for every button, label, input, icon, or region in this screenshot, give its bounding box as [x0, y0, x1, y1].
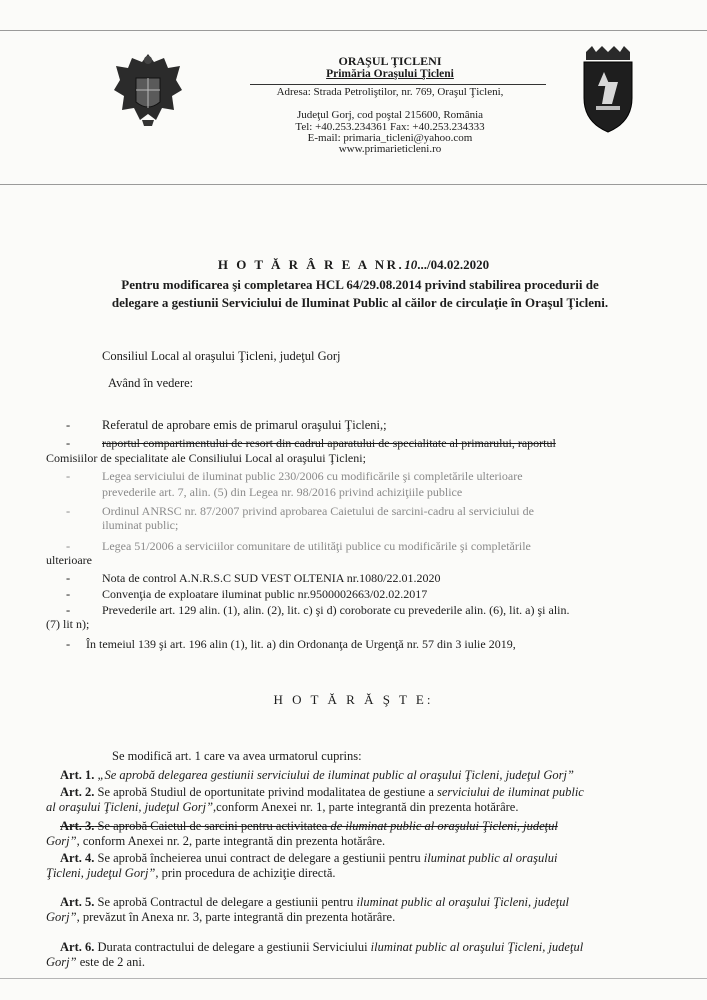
- article-4-text-b: iluminat public al oraşului: [423, 851, 558, 865]
- article-6-line-1: [60, 940, 583, 954]
- article-5-text-a: Se aprobă Contractul de delegare a gestiunii pentru: [97, 895, 357, 909]
- header-tel-fax: Tel: +40.253.234361 Fax: +40.253.234333: [295, 121, 485, 133]
- having-text: Având în vedere:: [108, 376, 194, 390]
- consideration-2-line-2: Comisiilor de specialitate ale Consiliului Local al oraşului Ţicleni;: [46, 451, 366, 465]
- article-4-text-d: , prin procedura de achiziţie directă.: [155, 866, 336, 880]
- consideration-8-line-2: (7) lit n);: [46, 617, 90, 631]
- header-address-1: Adresa: Strada Petroliştilor, nr. 769, Oraşul Ţicleni,: [276, 86, 504, 98]
- article-3-text-a: Se aprobă Caietul de sarcini pentru activitatea: [97, 819, 331, 833]
- consideration-9: În temeiul 139 şi art. 196 alin (1), lit. a) din Ordonanţa de Urgenţă nr. 57 din 3 iulie 2019,: [86, 637, 516, 651]
- header-city: ORAŞUL ŢICLENI: [338, 54, 442, 68]
- decision-number: 10: [404, 257, 418, 272]
- bullet-dash: -: [66, 504, 71, 518]
- consideration-6: Nota de control A.N.R.S.C SUD VEST OLTENIA nr.1080/22.01.2020: [102, 571, 441, 585]
- consideration-4-line-1: Ordinul ANRSC nr. 87/2007 privind aprobarea Caietului de sarcini-cadru al serviciului de: [102, 504, 534, 518]
- bottom-rule: [0, 978, 707, 979]
- article-6-label: Art. 6.: [60, 940, 95, 954]
- article-3-line-2: [46, 834, 385, 848]
- article-2-text-c: al oraşului Ţicleni, judeţul Gorj”: [46, 800, 214, 814]
- article-6-text-d: este de 2 ani.: [76, 955, 145, 969]
- bullet-dash: -: [66, 571, 71, 585]
- decision-title-prefix: H O T Ă R Â R E A NR.: [217, 257, 405, 272]
- decision-subtitle-line-1: Pentru modificarea şi completarea HCL 64/29.08.2014 privind stabilirea procedurii de: [121, 277, 599, 292]
- decision-title: [0, 257, 707, 273]
- bullet-dash: -: [66, 418, 71, 432]
- consideration-2-line-1: raportul compartimentului de resort din cadrul aparatului de specialitate al primarului, raportul: [102, 436, 556, 450]
- article-4-line-1: [60, 851, 557, 865]
- article-4-text-a: Se aprobă încheierea unui contract de delegare a gestiunii pentru: [97, 851, 424, 865]
- article-5-text-c: Gorj”: [46, 910, 77, 924]
- ticleni-coat-of-arms-icon: [580, 42, 636, 136]
- intro-text: Se modifică art. 1 care va avea urmatorul cuprins:: [112, 749, 362, 763]
- article-3-text-b: de iluminat public al oraşului Ţicleni, judeţul: [330, 819, 558, 833]
- article-1: [60, 768, 574, 782]
- article-5-line-1: [60, 895, 569, 909]
- decision-subtitle-line-2: delegare a gestiunii Serviciului de Iluminat Public al căilor de circulaţie în Oraşul Ţicleni.: [111, 295, 609, 310]
- article-3-text-d: , conform Anexei nr. 2, parte integrantă din prezenta hotărâre.: [76, 834, 386, 848]
- consideration-4-line-2: iluminat public;: [102, 518, 179, 532]
- header-divider: [250, 84, 546, 85]
- bullet-dash: -: [66, 469, 71, 483]
- consideration-1: Referatul de aprobare emis de primarul oraşului Ţicleni,;: [102, 418, 387, 432]
- article-2-text-a: Se aprobă Studiul de oportunitate privind modalitatea de gestiune a: [97, 785, 437, 799]
- article-6-text-b: iluminat public al oraşului Ţicleni, judeţul: [370, 940, 584, 954]
- consideration-5-line-2: ulterioare: [46, 553, 92, 567]
- bullet-dash: -: [66, 436, 71, 450]
- article-6-text-c: Gorj”: [46, 955, 77, 969]
- article-6-line-2: [46, 955, 145, 969]
- decision-date: .../04.02.2020: [417, 257, 490, 272]
- bullet-dash: -: [66, 587, 71, 601]
- decides-heading: H O T Ă R Ă Ş T E:: [273, 692, 434, 707]
- article-6-text-a: Durata contractului de delegare a gestiunii Serviciului: [97, 940, 371, 954]
- bullet-dash: -: [66, 637, 71, 651]
- romania-coat-of-arms-icon: [112, 50, 184, 128]
- article-3-line-1: [60, 819, 558, 833]
- article-2-line-2: [46, 800, 518, 814]
- consideration-3-line-1: Legea serviciului de iluminat public 230/2006 cu modificările şi completările ulterioare: [102, 469, 523, 483]
- article-1-text: „Se aprobă delegarea gestiunii serviciului de iluminat public al oraşului Ţicleni, judeţul Gorj”: [97, 768, 574, 782]
- article-2-text-d: ,conform Anexei nr. 1, parte integrantă din prezenta hotărâre.: [213, 800, 519, 814]
- article-3-text-c: Gorj”: [46, 834, 77, 848]
- article-5-text-d: , prevăzut în Anexa nr. 3, parte integrantă din prezenta hotărâre.: [76, 910, 396, 924]
- article-2-line-1: [60, 785, 584, 799]
- header-office: Primăria Oraşului Ţicleni: [326, 68, 454, 80]
- header-address-2: Judeţul Gorj, cod poştal 215600, România: [296, 109, 484, 121]
- header-website: www.primarieticleni.ro: [338, 143, 442, 155]
- article-4-text-c: Ţicleni, judeţul Gorj”: [46, 866, 156, 880]
- article-3-label: Art. 3.: [60, 819, 95, 833]
- consideration-3-line-2: prevederile art. 7, alin. (5) din Legea nr. 98/2016 privind achiziţiile publice: [102, 485, 463, 499]
- article-5-text-b: iluminat public al oraşului Ţicleni, judeţul: [356, 895, 569, 909]
- top-rule: [0, 30, 707, 31]
- bullet-dash: -: [66, 539, 71, 553]
- bullet-dash: -: [66, 603, 71, 617]
- consideration-8-line-1: Prevederile art. 129 alin. (1), alin. (2), lit. c) şi d) coroborate cu prevederile alin. (6), lit. a) şi alin.: [102, 603, 570, 617]
- article-4-line-2: [46, 866, 336, 880]
- consideration-5-line-1: Legea 51/2006 a serviciilor comunitare de utilităţi publice cu modificările şi completările: [102, 539, 531, 553]
- council-text: Consiliul Local al oraşului Ţicleni, judeţul Gorj: [102, 349, 341, 363]
- header-bottom-rule: [0, 184, 707, 185]
- article-4-label: Art. 4.: [60, 851, 95, 865]
- article-2-text-b: serviciului de iluminat public: [437, 785, 584, 799]
- consideration-7: Convenţia de exploatare iluminat public nr.9500002663/02.02.2017: [102, 587, 428, 601]
- article-5-label: Art. 5.: [60, 895, 95, 909]
- article-1-label: Art. 1.: [60, 768, 95, 782]
- header-email: E-mail: primaria_ticleni@yahoo.com: [307, 132, 473, 144]
- article-5-line-2: [46, 910, 395, 924]
- decision-subtitle: [50, 276, 670, 312]
- article-2-label: Art. 2.: [60, 785, 95, 799]
